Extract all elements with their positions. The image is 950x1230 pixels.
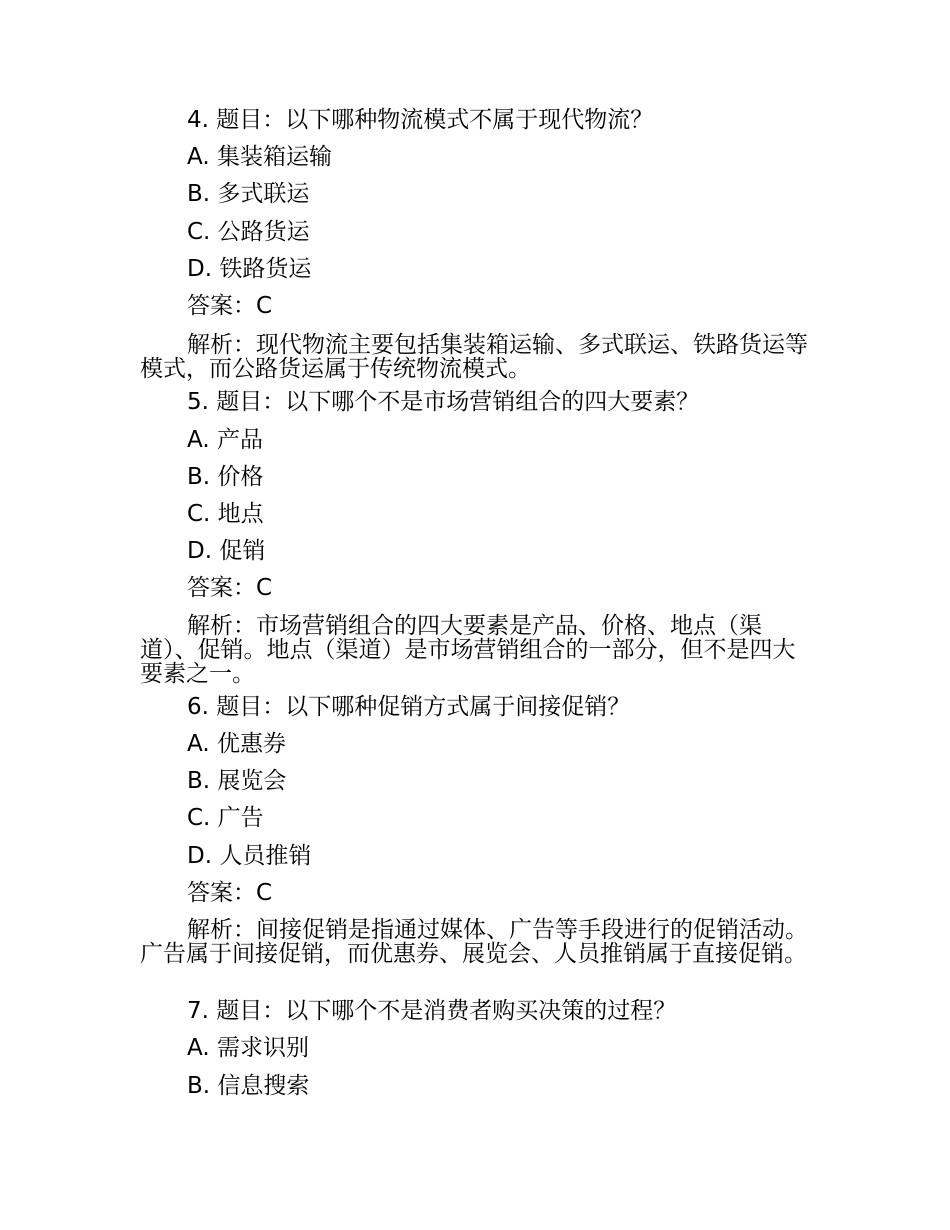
option-item: C. 广告 (187, 805, 264, 831)
option-item: C. 地点 (187, 501, 264, 527)
answer-text: 答案：C (187, 575, 273, 601)
explanation-text: 解析：市场营销组合的四大要素是产品、价格、地点（渠道）、促销。地点（渠道）是市场营销组合的一部分，但不是四大要素之一。 (140, 613, 796, 687)
question-title: 7. 题目：以下哪个不是消费者购买决策的过程？ (187, 998, 677, 1024)
option-item: B. 展览会 (187, 768, 287, 794)
option-item: C. 公路货运 (187, 219, 310, 245)
option-item: A. 优惠券 (187, 731, 286, 757)
option-item: A. 集装箱运输 (187, 144, 332, 170)
option-item: B. 信息搜索 (187, 1073, 310, 1099)
option-item: A. 产品 (187, 427, 263, 453)
option-item: B. 多式联运 (187, 181, 310, 207)
question-title: 6. 题目：以下哪种促销方式属于间接促销？ (187, 694, 631, 720)
question-title: 4. 题目：以下哪种物流模式不属于现代物流？ (187, 107, 654, 133)
question-title: 5. 题目：以下哪个不是市场营销组合的四大要素？ (187, 389, 700, 415)
option-item: D. 人员推销 (187, 843, 312, 869)
answer-text: 答案：C (187, 293, 273, 319)
explanation-text: 解析：现代物流主要包括集装箱运输、多式联运、铁路货运等模式，而公路货运属于传统物流模式。 (140, 332, 808, 382)
answer-text: 答案：C (187, 880, 273, 906)
option-item: B. 价格 (187, 464, 264, 490)
option-item: D. 促销 (187, 538, 266, 564)
option-item: D. 铁路货运 (187, 256, 312, 282)
option-item: A. 需求识别 (187, 1035, 309, 1061)
explanation-text: 解析：间接促销是指通过媒体、广告等手段进行的促销活动。广告属于间接促销，而优惠券、展览会、人员推销属于直接促销。 (140, 917, 808, 967)
